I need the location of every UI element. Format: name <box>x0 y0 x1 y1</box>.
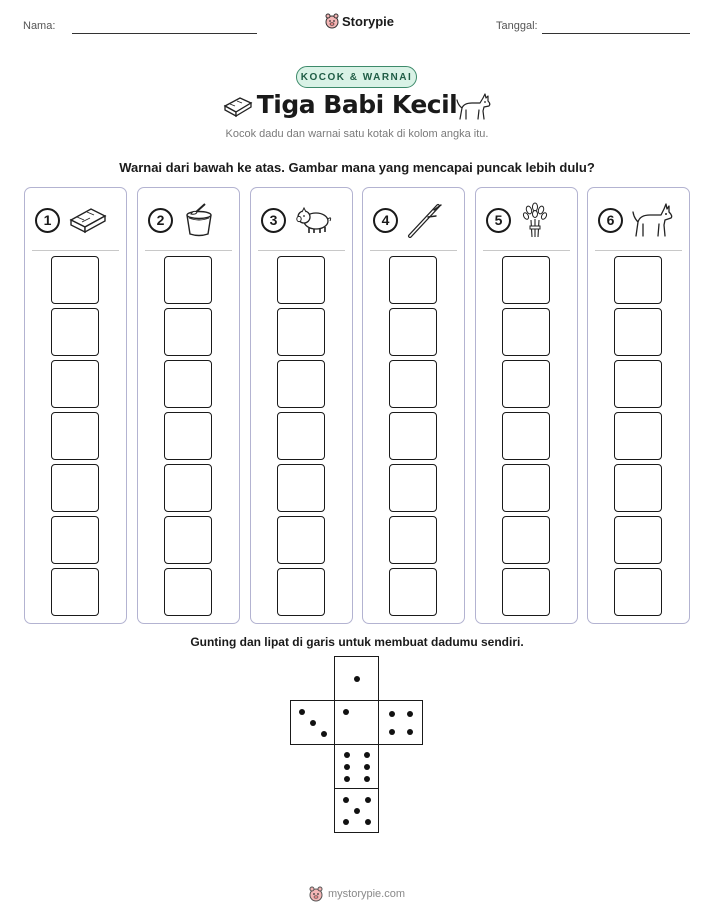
name-line[interactable] <box>72 33 257 34</box>
die-pip <box>407 729 413 735</box>
color-box[interactable] <box>164 360 212 408</box>
die-face-6 <box>334 744 379 789</box>
die-pip <box>343 709 349 715</box>
column-divider <box>32 250 119 251</box>
color-box[interactable] <box>51 568 99 616</box>
subtitle: Kocok dadu dan warnai satu kotak di kolom angka itu. <box>225 128 489 140</box>
color-box[interactable] <box>502 464 550 512</box>
color-box[interactable] <box>614 568 662 616</box>
color-box[interactable] <box>51 412 99 460</box>
column-header <box>148 202 231 238</box>
color-box[interactable] <box>277 464 325 512</box>
column-header <box>373 202 456 238</box>
die-pip <box>389 729 395 735</box>
color-box[interactable] <box>389 412 437 460</box>
color-box[interactable] <box>51 516 99 564</box>
column-6 <box>587 187 690 624</box>
die-pip <box>364 776 370 782</box>
die-pip <box>299 709 305 715</box>
color-box[interactable] <box>277 360 325 408</box>
color-box[interactable] <box>164 568 212 616</box>
column-divider <box>595 250 682 251</box>
date-line[interactable] <box>542 33 690 34</box>
die-pip <box>310 720 316 726</box>
pig-mascot-icon <box>309 886 323 902</box>
color-box[interactable] <box>614 516 662 564</box>
date-label: Tanggal: <box>496 20 538 32</box>
color-box[interactable] <box>277 516 325 564</box>
die-pip <box>389 711 395 717</box>
straw-bundle-icon <box>519 201 551 239</box>
footer-url[interactable]: mystorypie.com <box>328 888 406 900</box>
color-box[interactable] <box>277 568 325 616</box>
cut-instruction: Gunting dan lipat di garis untuk membuat dadumu sendiri. <box>190 635 524 649</box>
activity-badge: KOCOK & WARNAI <box>296 66 417 88</box>
color-box[interactable] <box>614 360 662 408</box>
color-box[interactable] <box>164 412 212 460</box>
color-box[interactable] <box>389 360 437 408</box>
color-box[interactable] <box>502 412 550 460</box>
color-box[interactable] <box>502 568 550 616</box>
color-box[interactable] <box>502 516 550 564</box>
column-divider <box>145 250 232 251</box>
color-box[interactable] <box>164 256 212 304</box>
column-number: 1 <box>35 208 60 233</box>
column-divider <box>483 250 570 251</box>
die-pip <box>343 797 349 803</box>
color-box[interactable] <box>51 464 99 512</box>
color-box[interactable] <box>51 256 99 304</box>
die-pip <box>365 797 371 803</box>
color-box[interactable] <box>277 308 325 356</box>
column-number: 5 <box>486 208 511 233</box>
die-pip <box>364 764 370 770</box>
die-pip <box>344 776 350 782</box>
column-2 <box>137 187 240 624</box>
wolf-icon <box>456 91 492 123</box>
die-pip <box>344 752 350 758</box>
die-pip <box>343 819 349 825</box>
column-number: 6 <box>598 208 623 233</box>
color-box[interactable] <box>614 256 662 304</box>
die-pip <box>365 819 371 825</box>
pig-icon <box>294 204 334 236</box>
die-pip <box>354 676 360 682</box>
color-box[interactable] <box>164 464 212 512</box>
color-box[interactable] <box>389 308 437 356</box>
column-number: 4 <box>373 208 398 233</box>
brick-icon <box>68 204 108 236</box>
color-box[interactable] <box>164 516 212 564</box>
die-face-1 <box>334 656 379 701</box>
color-box[interactable] <box>51 360 99 408</box>
color-box[interactable] <box>614 464 662 512</box>
color-box[interactable] <box>164 308 212 356</box>
color-box[interactable] <box>277 412 325 460</box>
stick-icon <box>406 202 446 238</box>
die-pip <box>354 808 360 814</box>
die-face-1 <box>334 700 379 745</box>
die-pip <box>407 711 413 717</box>
color-box[interactable] <box>51 308 99 356</box>
column-divider <box>258 250 345 251</box>
bucket-icon <box>181 202 217 238</box>
die-pip <box>364 752 370 758</box>
brand-logo <box>325 13 394 29</box>
color-box[interactable] <box>614 412 662 460</box>
color-box[interactable] <box>502 308 550 356</box>
column-header <box>486 202 569 238</box>
column-number: 2 <box>148 208 173 233</box>
color-box[interactable] <box>389 516 437 564</box>
column-number: 3 <box>261 208 286 233</box>
pig-mascot-icon <box>325 13 339 29</box>
color-box[interactable] <box>614 308 662 356</box>
color-box[interactable] <box>389 256 437 304</box>
die-face-3 <box>290 700 335 745</box>
die-pip <box>344 764 350 770</box>
color-box[interactable] <box>502 360 550 408</box>
die-face-5 <box>334 788 379 833</box>
column-1 <box>24 187 127 624</box>
die-face-4 <box>378 700 423 745</box>
color-box[interactable] <box>389 568 437 616</box>
column-header <box>35 202 118 238</box>
column-divider <box>370 250 457 251</box>
color-box[interactable] <box>389 464 437 512</box>
column-5 <box>475 187 578 624</box>
color-box[interactable] <box>277 256 325 304</box>
instruction-text: Warnai dari bawah ke atas. Gambar mana yang mencapai puncak lebih dulu? <box>119 160 595 175</box>
column-3 <box>250 187 353 624</box>
brand-name: Storypie <box>342 13 395 29</box>
name-label: Nama: <box>23 20 56 32</box>
column-4 <box>362 187 465 624</box>
footer <box>309 886 405 902</box>
wolf-icon <box>631 200 675 240</box>
column-header <box>261 202 344 238</box>
color-box[interactable] <box>502 256 550 304</box>
column-header <box>598 202 681 238</box>
page-title: Tiga Babi Kecil <box>256 90 458 119</box>
die-pip <box>321 731 327 737</box>
